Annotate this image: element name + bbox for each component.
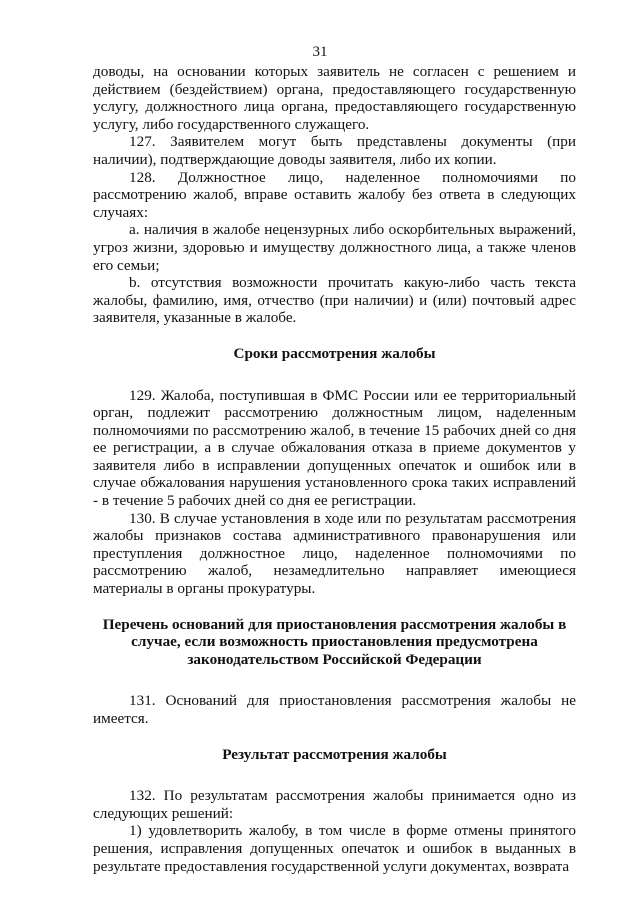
list-item-b: b. отсутствия возможности прочитать какую-либо часть текста жалобы, фамилию, имя, отчество (при наличии) и (или) почтовый адрес заявителя, указанные в жалобе. [93, 274, 576, 327]
paragraph-126-continuation: доводы, на основании которых заявитель не согласен с решением и действием (бездействием) органа, предоставляющего государственную услугу, должностного лица органа, предоставляющего государственную услугу, либо государственного служащего. [93, 63, 576, 133]
section-heading-suspension: Перечень оснований для приостановления рассмотрения жалобы в случае, если возможность приостановления предусмотрена законодательством Российской Федерации [102, 615, 567, 668]
paragraph-132-item-1: 1) удовлетворить жалобу, в том числе в форме отмены принятого решения, исправления допущенных опечаток и ошибок в выданных в результате предоставления государственной услуги документах, возврата [93, 822, 576, 875]
paragraph-132: 132. По результатам рассмотрения жалобы принимается одно из следующих решений: [93, 787, 576, 822]
paragraph-130: 130. В случае установления в ходе или по результатам рассмотрения жалобы признаков состава административного правонарушения или преступления должностное лицо, наделенное полномочиями по рассмотрению жалоб, незамедлительно направляет имеющиеся материалы в органы прокуратуры. [93, 509, 576, 598]
paragraph-128: 128. Должностное лицо, наделенное полномочиями по рассмотрению жалоб, вправе оставить жалобу без ответа в следующих случаях: [93, 168, 576, 221]
section-heading-result: Результат рассмотрения жалобы [222, 745, 447, 763]
list-item-a: а. наличия в жалобе нецензурных либо оскорбительных выражений, угроз жизни, здоровью и имуществу должностного лица, а также членов его семьи; [93, 221, 576, 274]
section-heading-terms: Сроки рассмотрения жалобы [233, 344, 436, 362]
paragraph-127: 127. Заявителем могут быть представлены документы (при наличии), подтверждающие доводы заявителя, либо их копии. [93, 133, 576, 168]
paragraph-131: 131. Оснований для приостановления рассмотрения жалобы не имеется. [93, 692, 576, 727]
document-body [93, 63, 576, 875]
page-number: 31 [312, 44, 328, 60]
paragraph-129: 129. Жалоба, поступившая в ФМС России или ее территориальный орган, подлежит рассмотрению должностным лицом, наделенным полномочиями по рассмотрению жалоб, в течение 15 рабочих дней со дня ее регистрации, а в случае обжалования отказа в приеме документов у заявителя либо в исправлении допущенных опечаток и ошибок или в случае обжалования нарушения установленного срока таких исправлений - в течение 5 рабочих дней со дня ее регистрации. [93, 386, 576, 510]
